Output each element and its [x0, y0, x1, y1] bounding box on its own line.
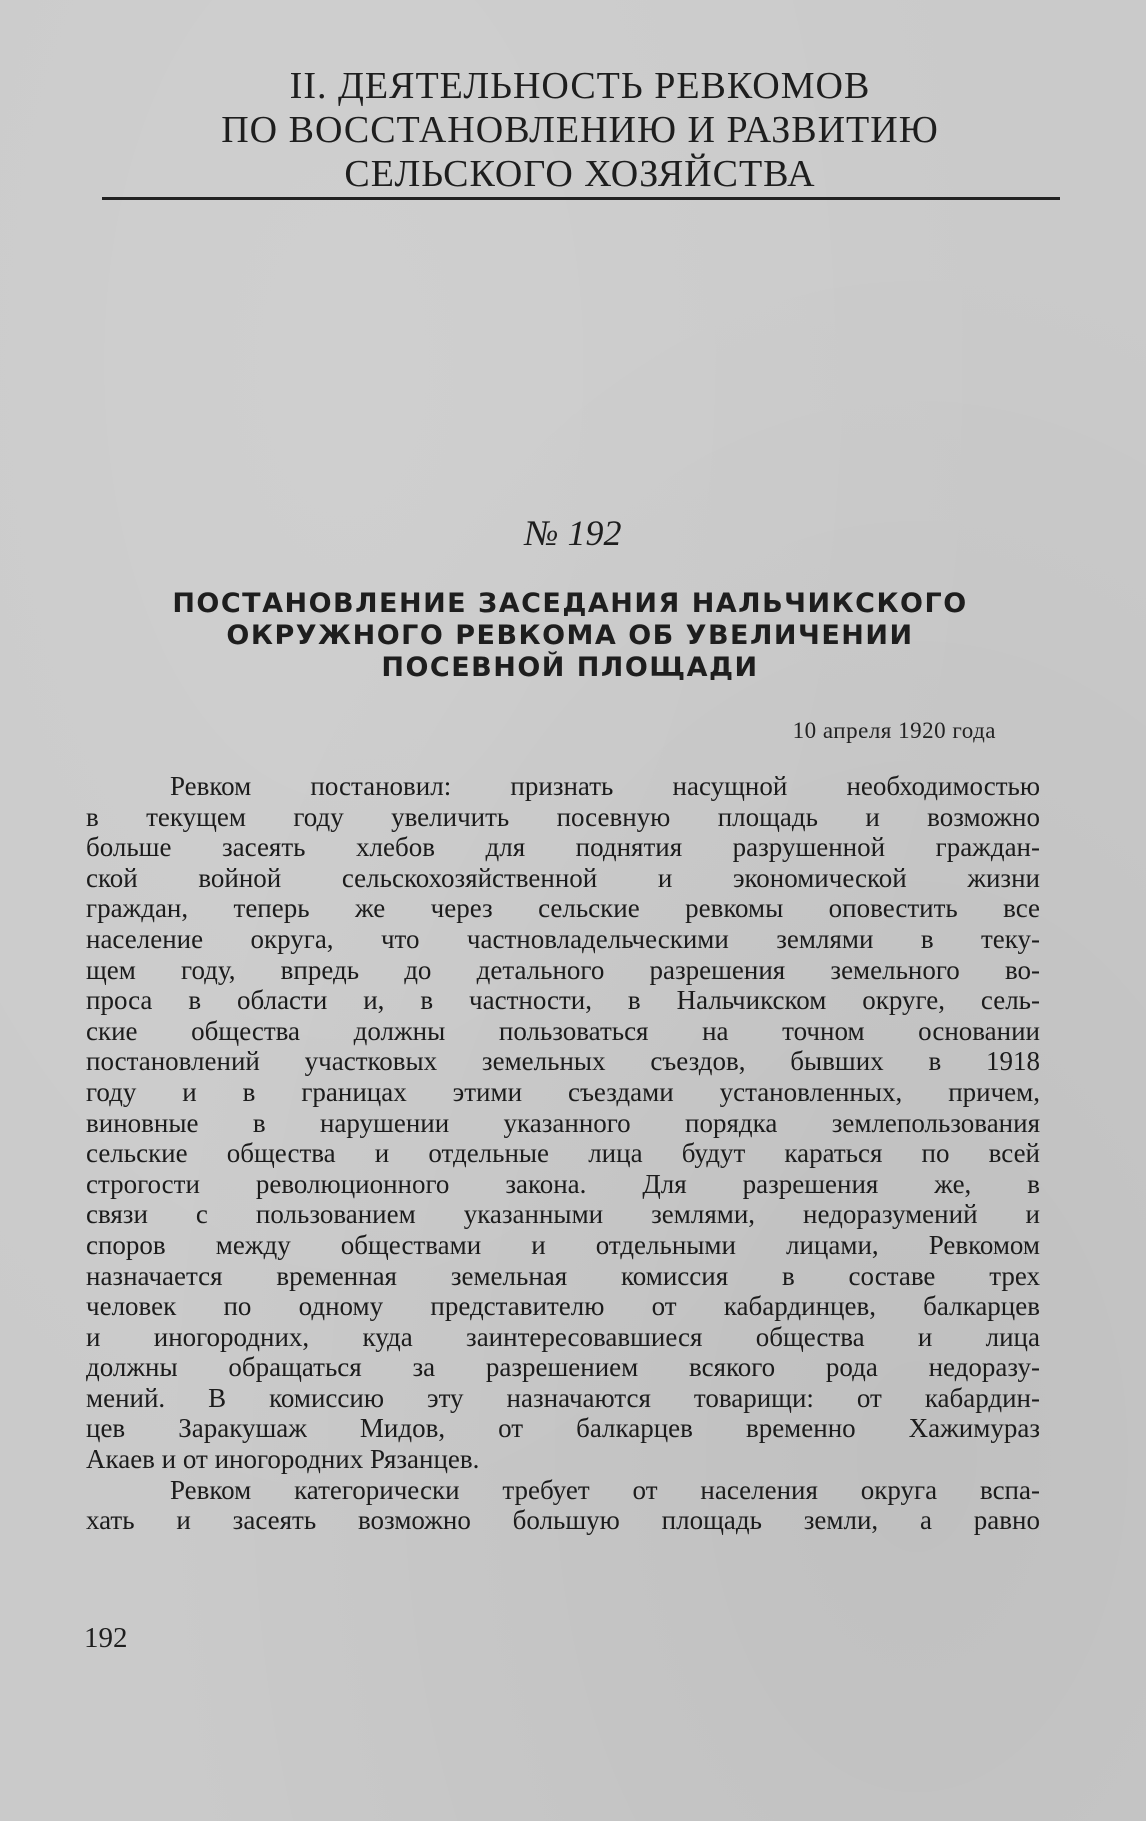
body-line: щем году, впредь до детального разрешения земельного во- — [86, 954, 1040, 985]
body-line: население округа, что частновладельческими землями в теку- — [86, 923, 1040, 954]
document-body — [86, 771, 1040, 1536]
body-line: связи с пользованием указанными землями, недоразумений и — [86, 1199, 1040, 1230]
body-line: году и в границах этими съездами установленных, причем, — [86, 1076, 1040, 1107]
page-number: 192 — [84, 1622, 128, 1654]
document-number: № 192 — [524, 513, 622, 553]
body-line: постановлений участковых земельных съездов, бывших в 1918 — [86, 1046, 1040, 1077]
body-line: Ревком постановил: признать насущной необходимостью — [170, 771, 1040, 801]
body-line: хать и засеять возможно большую площадь земли, а равно — [86, 1505, 1040, 1536]
body-line: Акаев и от иногородних Рязанцев. — [86, 1444, 480, 1475]
section-heading-line: ПО ВОССТАНОВЛЕНИЮ И РАЗВИТИЮ — [221, 109, 939, 151]
body-line: граждан, теперь же через сельские ревкомы оповестить все — [86, 893, 1040, 924]
document-title-line: ПОСЕВНОЙ ПЛОЩАДИ — [381, 652, 759, 683]
body-line: строгости революционного закона. Для разрешения же, в — [86, 1168, 1040, 1199]
body-line: назначается временная земельная комиссия в составе трех — [86, 1260, 1040, 1291]
body-line: проса в области и, в частности, в Нальчикском округе, сель- — [86, 985, 1040, 1016]
body-line: должны обращаться за разрешением всякого рода недоразу- — [86, 1352, 1040, 1383]
document-title-line: ОКРУЖНОГО РЕВКОМА ОБ УВЕЛИЧЕНИИ — [226, 620, 914, 651]
heading-divider — [102, 197, 1060, 200]
body-line: ской войной сельскохозяйственной и экономической жизни — [86, 862, 1040, 893]
document-date: 10 апреля 1920 года — [792, 718, 996, 743]
body-line: и иногородних, куда заинтересовавшиеся общества и лица — [86, 1321, 1040, 1352]
section-heading-line: СЕЛЬСКОГО ХОЗЯЙСТВА — [344, 153, 816, 195]
body-line: виновные в нарушении указанного порядка землепользования — [86, 1107, 1040, 1138]
body-line: Ревком категорически требует от населения округа вспа- — [170, 1474, 1040, 1505]
section-heading — [100, 64, 1060, 196]
section-heading-line: II. ДЕЯТЕЛЬНОСТЬ РЕВКОМОВ — [289, 65, 871, 107]
body-line: больше засеять хлебов для поднятия разрушенной граждан- — [86, 832, 1040, 863]
body-line: споров между обществами и отдельными лицами, Ревкомом — [86, 1229, 1040, 1260]
body-line: в текущем году увеличить посевную площадь и возможно — [86, 801, 1040, 832]
body-line: цев Заракушаж Мидов, от балкарцев временно Хажимураз — [86, 1413, 1040, 1444]
body-line: мений. В комиссию эту назначаются товарищи: от кабардин- — [86, 1382, 1040, 1413]
document-title-line: ПОСТАНОВЛЕНИЕ ЗАСЕДАНИЯ НАЛЬЧИКСКОГО — [172, 588, 968, 619]
document-title — [90, 588, 1050, 684]
body-line: ские общества должны пользоваться на точном основании — [86, 1015, 1040, 1046]
body-line: сельские общества и отдельные лица будут караться по всей — [86, 1138, 1040, 1169]
body-line: человек по одному представителю от кабардинцев, балкарцев — [86, 1291, 1040, 1322]
